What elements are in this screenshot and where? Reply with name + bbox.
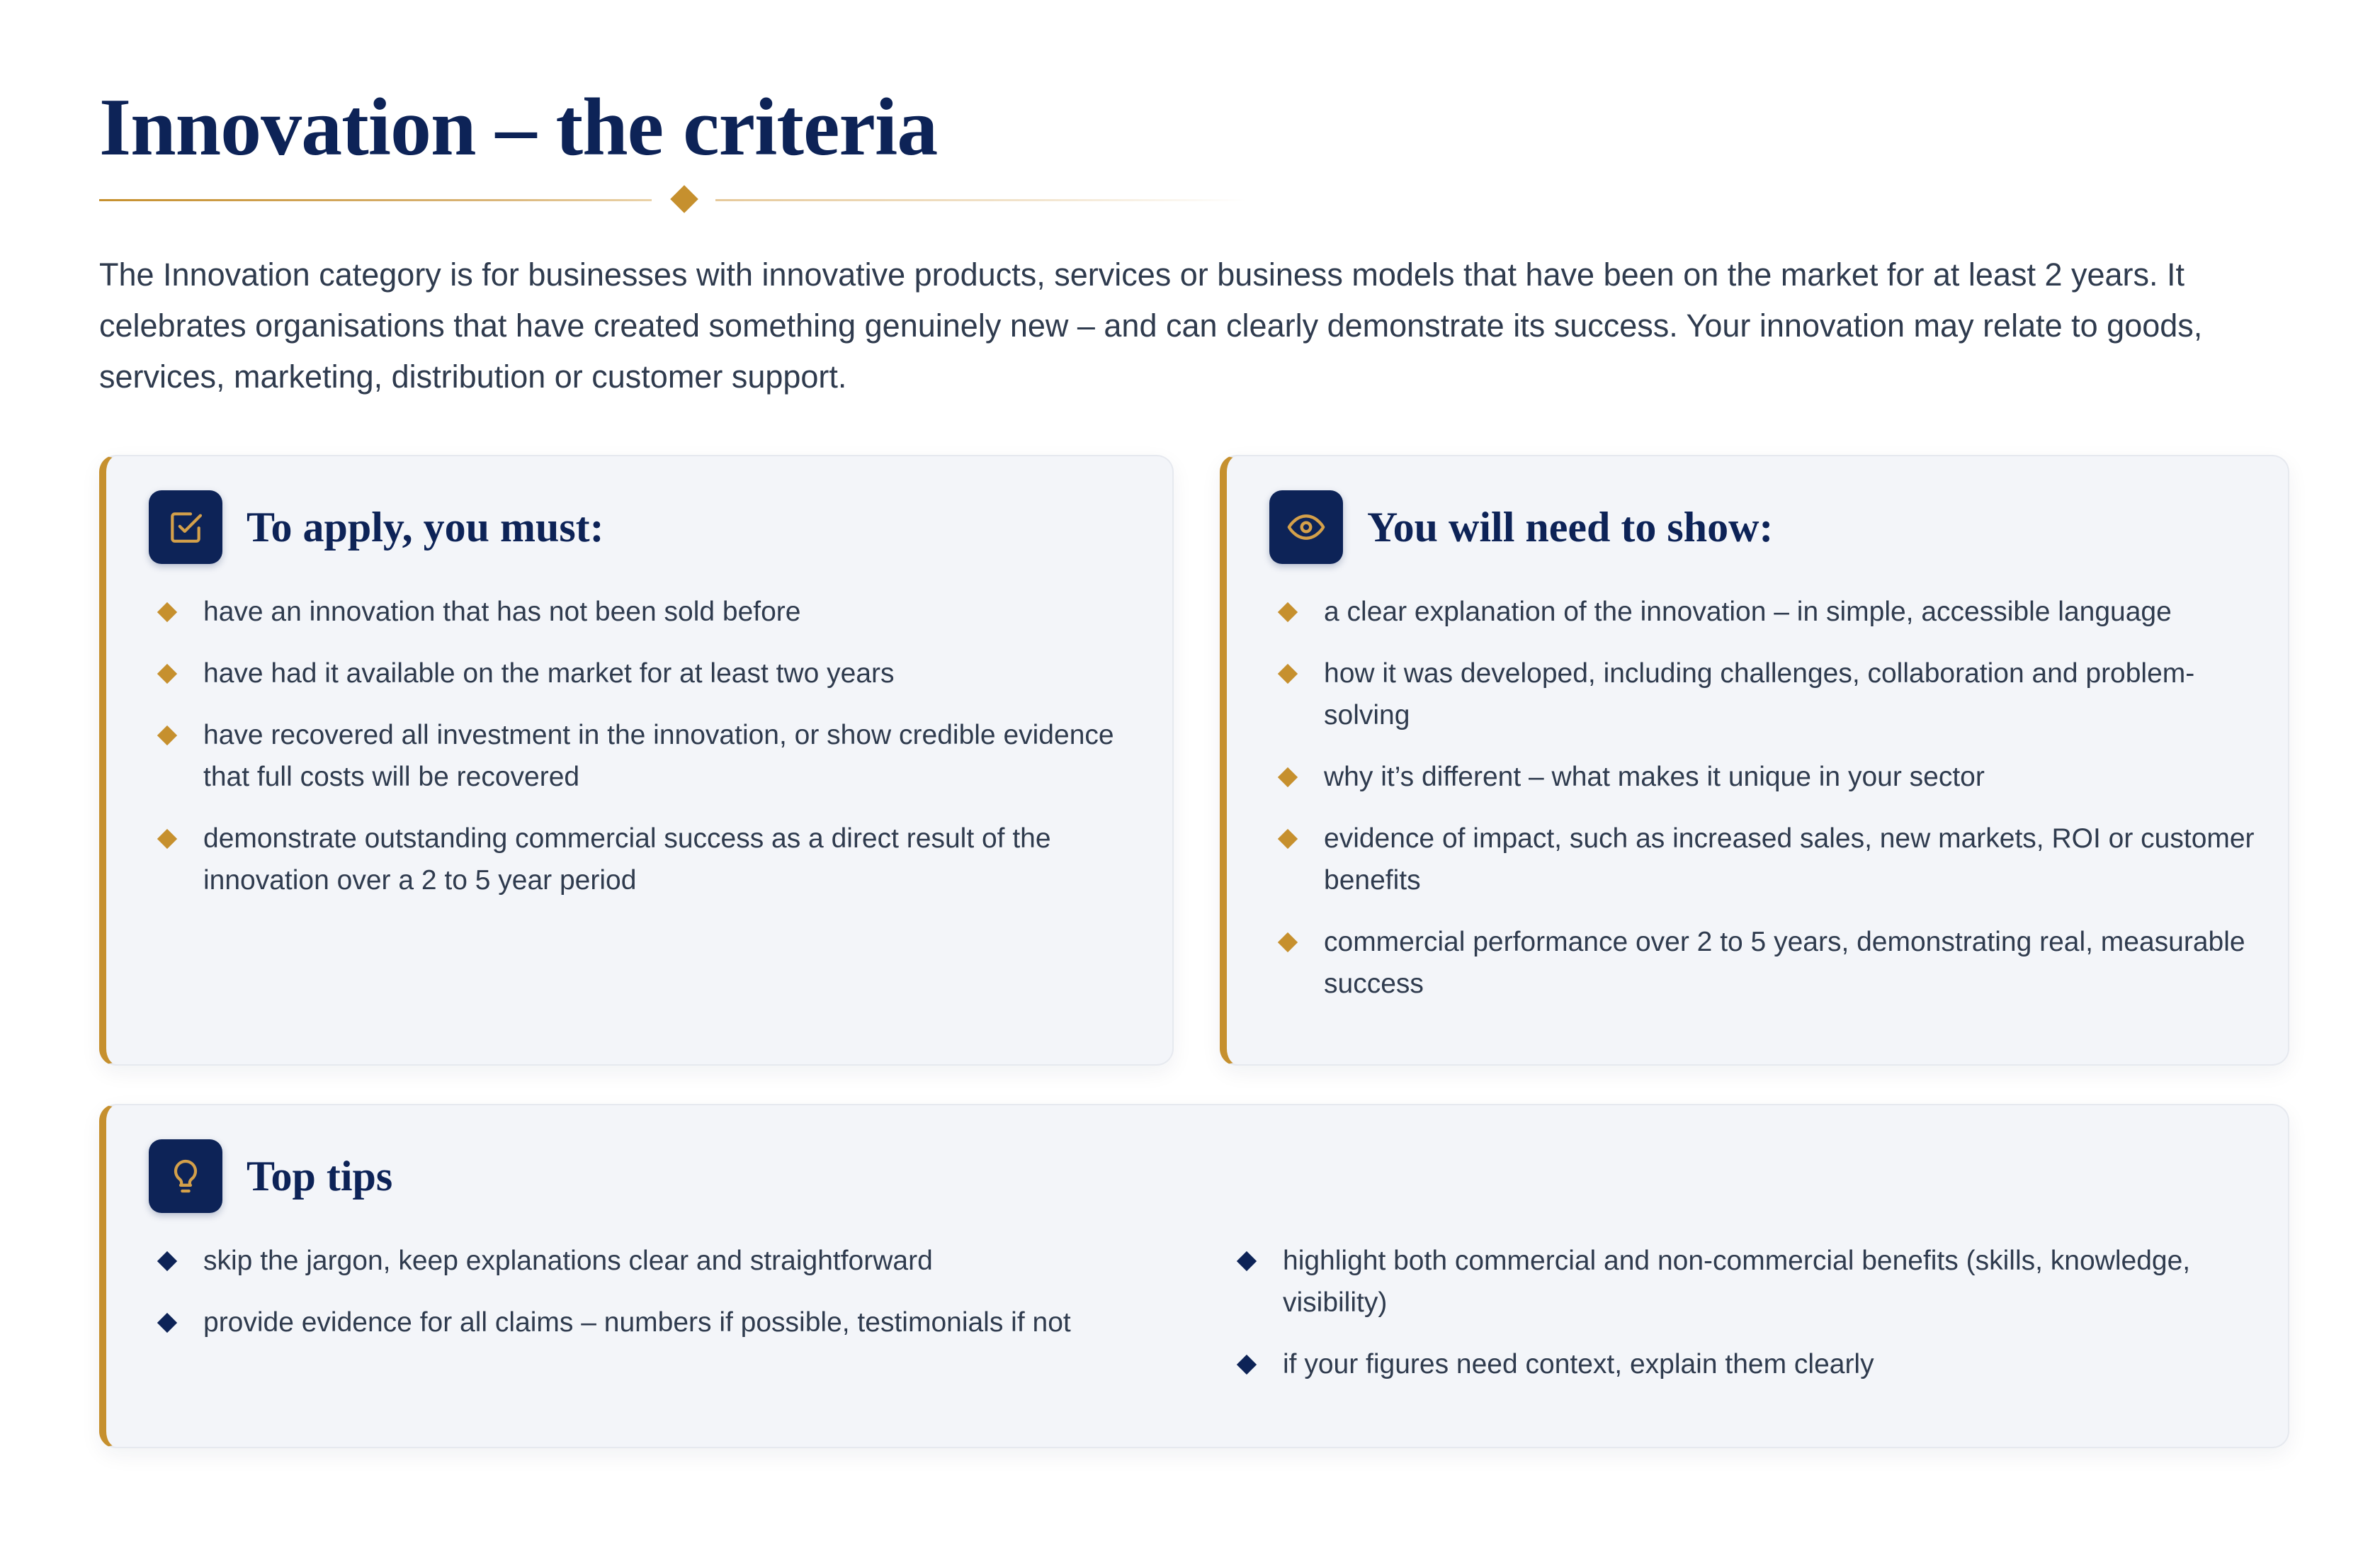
apply-card-header (149, 490, 604, 564)
show-card-title: You will need to show: (1367, 503, 1774, 551)
apply-list (157, 591, 1135, 921)
tip-list-item (157, 1302, 1135, 1343)
diamond-bullet-icon (157, 726, 177, 745)
diamond-bullet-icon (157, 1251, 177, 1271)
page-title: Innovation – the criteria (99, 82, 938, 173)
diamond-bullet-icon (1237, 1251, 1257, 1271)
apply-requirements-card (99, 455, 1174, 1066)
tips-list-right (1237, 1240, 2228, 1405)
top-tips-card (99, 1104, 2289, 1448)
eye-icon (1269, 490, 1343, 564)
tip-list-item (157, 1240, 1135, 1282)
tip-item-text: provide evidence for all claims – numbers if possible, testimonials if not (203, 1307, 1071, 1338)
diamond-bullet-icon (1278, 767, 1298, 787)
show-item-text: a clear explanation of the innovation – in simple, accessible language (1324, 597, 2172, 627)
diamond-bullet-icon (1237, 1355, 1257, 1375)
show-item-text: how it was developed, including challenges, collaboration and problem-solving (1324, 658, 2195, 730)
tip-item-text: if your figures need context, explain them clearly (1283, 1349, 1874, 1379)
page (99, 78, 2289, 1379)
diamond-bullet-icon (157, 602, 177, 622)
tip-item-text: skip the jargon, keep explanations clear and straightforward (203, 1246, 933, 1276)
diamond-bullet-icon (1278, 932, 1298, 952)
apply-item-text: have an innovation that has not been sold before (203, 597, 801, 627)
show-list (1278, 591, 2255, 1025)
checkbox-icon (149, 490, 222, 564)
intro-paragraph: The Innovation category is for businesses with innovative products, services or business models that have been on the market for at least 2 years. It celebrates organisations that have created something genuinely new – and can clearly demonstrate its success. Your innovation may relate to goods, services, marketing, distribution or customer support. (99, 256, 2203, 395)
tip-list-item (1237, 1240, 2228, 1324)
show-item-text: commercial performance over 2 to 5 years, demonstrating real, measurable success (1324, 927, 2245, 999)
diamond-bullet-icon (1278, 829, 1298, 849)
tip-list-item (1237, 1343, 2228, 1385)
apply-item-text: demonstrate outstanding commercial success as a direct result of the innovation over a 2 to 5 year period (203, 823, 1051, 896)
apply-item-text: have recovered all investment in the innovation, or show credible evidence that full costs will be recovered (203, 720, 1114, 792)
show-item-text: why it’s different – what makes it unique in your sector (1324, 762, 1985, 792)
diamond-bullet-icon (1278, 664, 1298, 684)
divider-line-left (99, 199, 652, 201)
show-list-item (1278, 591, 2255, 633)
apply-list-item (157, 714, 1135, 798)
diamond-bullet-icon (1278, 602, 1298, 622)
diamond-bullet-icon (157, 664, 177, 684)
show-list-item (1278, 921, 2255, 1005)
divider-line-right (715, 199, 1247, 201)
apply-list-item (157, 818, 1135, 901)
show-list-item (1278, 818, 2255, 901)
apply-list-item (157, 653, 1135, 694)
tips-card-header (149, 1139, 392, 1213)
title-divider (99, 186, 1247, 214)
show-evidence-card (1220, 455, 2289, 1066)
tips-card-title: Top tips (246, 1152, 393, 1200)
show-list-item (1278, 756, 2255, 798)
apply-list-item (157, 591, 1135, 633)
diamond-bullet-icon (157, 1313, 177, 1333)
diamond-bullet-icon (157, 829, 177, 849)
tip-item-text: highlight both commercial and non-commercial benefits (skills, knowledge, visibility) (1283, 1246, 2191, 1318)
lightbulb-icon (149, 1139, 222, 1213)
apply-card-title: To apply, you must: (246, 503, 604, 551)
show-item-text: evidence of impact, such as increased sales, new markets, ROI or customer benefits (1324, 823, 2255, 896)
show-card-header (1269, 490, 1773, 564)
show-list-item (1278, 653, 2255, 736)
tips-list-left (157, 1240, 1135, 1363)
divider-diamond-icon (670, 185, 698, 213)
apply-item-text: have had it available on the market for at least two years (203, 658, 895, 689)
